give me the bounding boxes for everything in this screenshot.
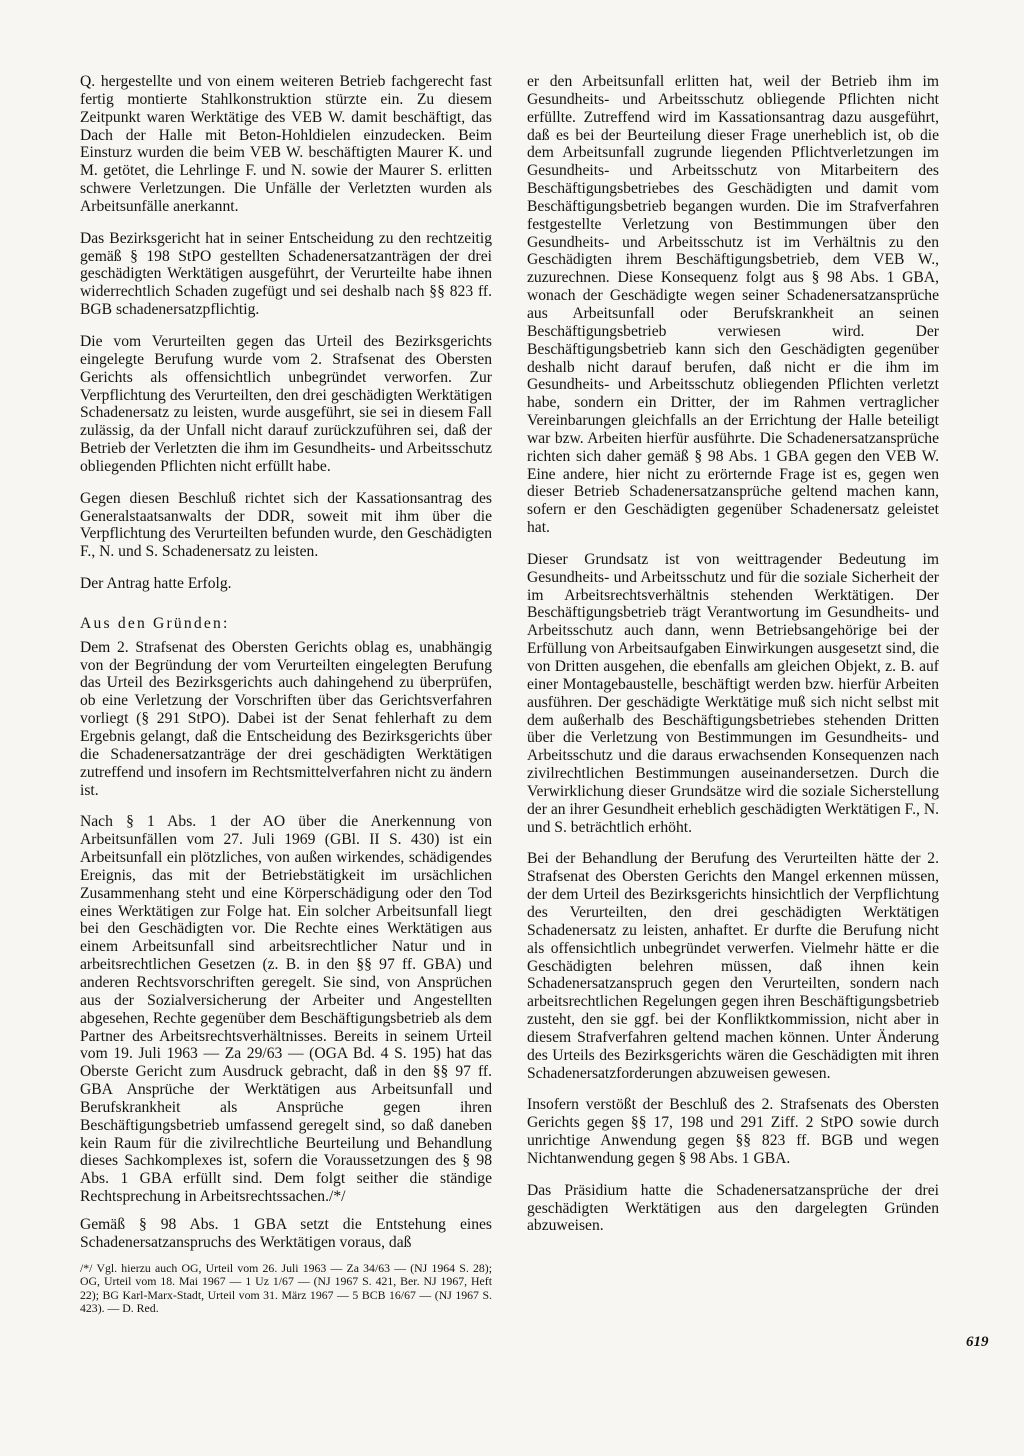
- footnote: /*/ Vgl. hierzu auch OG, Urteil vom 26. Juli 1963 — Za 34/63 — (NJ 1964 S. 28); OG, Urteil vom 18. Mai 1967 — 1 Uz 1/67 — (NJ 1967 S. 421, Ber. NJ 1967, Heft 22); BG Karl-Marx-Stadt, Urteil vom 31. März 1967 — 5 BCB 16/67 — (NJ 1967 S. 423). — D. Red.: [80, 1260, 492, 1316]
- right-column: [527, 73, 939, 1249]
- left-column: [80, 73, 492, 1316]
- paragraph-principle: Dieser Grundsatz ist von weittragender Bedeutung im Gesundheits- und Arbeitsschutz und für die soziale Sicherheit der im Arbeitsrechtsverhältnis stehenden Werktätigen. Der Beschäftigungsbetrieb trägt Verantwortung im Gesundheits- und Arbeitsschutz auch dann, wenn Betriebsangehörige bei der Erfüllung von Arbeitsaufgaben Einwirkungen ausgesetzt sind, die von Dritten ausgehen, die ebenfalls am gleichen Objekt, z. B. auf einer Montagebaustelle, beschäftigt werden bzw. hierfür Arbeiten ausführen. Der geschädigte Werktätige muß sich nicht selbst mit dem außerhalb des Beschäftigungsbetriebes stehenden Dritten über die Verletzung von Bestimmungen im Gesundheits- und Arbeitsschutz und die daraus erwachsenden Konsequenzen nach zivilrechtlichen Bestimmungen auseinandersetzen. Durch die Verwirklichung dieser Grundsätze wird die soziale Sicherstellung der an ihrer Gesundheit erheblich geschädigten Werktätigen F., N. und S. beträchtlich erhöht.: [527, 550, 939, 836]
- paragraph-result: Der Antrag hatte Erfolg.: [80, 575, 232, 593]
- page-number: 619: [966, 1334, 989, 1350]
- paragraph-appeal-handling: Bei der Behandlung der Berufung des Verurteilten hätte der 2. Strafsenat des Obersten Gerichts den Mangel erkennen müssen, der dem Urteil des Bezirksgerichts hinsichtlich der Verpflichtung des Verurteilten, den drei geschädigten Werktätigen Schadenersatz zu leisten, anhaftet. Er durfte die Berufung nicht als offensichtlich unbegründet verwerfen. Vielmehr hätte er die Geschädigten belehren müssen, daß ihnen kein Schadenersatzanspruch gegen den Verurteilten, sondern nach arbeitsrechtlichen Regelungen gegen ihren Beschäftigungsbetrieb zusteht, den sie ggf. bei der Konfliktkommission, nicht aber in diesem Strafverfahren geltend machen können. Unter Änderung des Urteils des Bezirksgerichts wären die Geschädigten mit ihren Schadenersatzforderungen abzuweisen gewesen.: [527, 850, 939, 1082]
- paragraph-presidium: Das Präsidium hatte die Schadenersatzansprüche der drei geschädigten Werktätigen aus den dargelegten Gründen abzuweisen.: [527, 1181, 939, 1235]
- paragraph-continuation: er den Arbeitsunfall erlitten hat, weil der Betrieb ihm im Gesundheits- und Arbeitsschutz obliegende Pflichten nicht erfüllte. Zutreffend wird im Kassationsantrag dazu ausgeführt, daß es bei der Beurteilung dieser Frage unerheblich ist, ob die dem Arbeitsunfall zugrunde liegenden Pflichtverletzungen im Gesundheits- und Arbeitsschutz von Mitarbeitern des Beschäftigungsbetriebes des Geschädigten und damit vom Beschäftigungsbetrieb begangen wurden. Die im Strafverfahren festgestellte Verletzung von Bestimmungen über den Gesundheits- und Arbeitsschutz ist im Verhältnis zu den Geschädigten ihrem Beschäftigungsbetrieb, dem VEB W., zuzurechnen. Diese Konsequenz folgt aus § 98 Abs. 1 GBA, wonach der Geschädigte wegen seiner Schadenersatzansprüche aus Arbeitsunfall oder Berufskrankheit an seinen Beschäftigungsbetrieb verwiesen wird. Der Beschäftigungsbetrieb kann sich den Geschädigten gegenüber deshalb nicht darauf berufen, daß nicht er die ihm im Gesundheits- und Arbeitsschutz obliegenden Pflichten verletzt habe, sondern ein Dritter, der im Rahmen vertraglicher Vereinbarungen gleichfalls an der Errichtung der Halle beteiligt war bzw. Arbeiten hierfür ausführte. Die Schadenersatzansprüche richten sich daher gemäß § 98 Abs. 1 GBA gegen den VEB W. Eine andere, hier nicht zu erörternde Frage ist es, gegen wen dieser Betrieb Schadenersatzansprüche geltend machen kann, sofern er den Geschädigten gegenüber Schadenersatz geleistet hat.: [527, 73, 939, 537]
- paragraph-reasons-1: Dem 2. Strafsenat des Obersten Gerichts oblag es, unabhängig von der Begründung der vom Verurteilten eingelegten Berufung das Urteil des Bezirksgerichts auch dahingehend zu überprüfen, ob eine Verletzung der Vorschriften über das Gerichtsverfahren vorliegt (§ 291 StPO). Dabei ist der Senat fehlerhaft zu dem Ergebnis gelangt, daß die Entscheidung des Bezirksgerichts über die Schadenersatzanträge der drei geschädigten Werktätigen zutreffend und insofern im Rechtsmittelverfahren nicht zu ändern ist.: [80, 638, 492, 799]
- paragraph-cassation-motion: Gegen diesen Beschluß richtet sich der Kassationsantrag des Generalstaatsanwalts der DDR, soweit mit ihm über die Verpflichtung des Verurteilten befunden wurde, den Geschädigten F., N. und S. Schadenersatz zu leisten.: [80, 489, 492, 561]
- paragraph-appeal: Die vom Verurteilten gegen das Urteil des Bezirksgerichts eingelegte Berufung wurde vom 2. Strafsenat des Obersten Gerichts als offensichtlich unbegründet verworfen. Zur Verpflichtung des Verurteilten, den drei geschädigten Werktätigen Schadenersatz zu leisten, wurde ausgeführt, sie sei in diesem Fall zulässig, da der Unfall nicht darauf zurückzuführen sei, daß der Betrieb der Verletzten die ihm im Gesundheits- und Arbeitsschutz obliegenden Pflichten nicht erfüllt habe.: [80, 332, 492, 475]
- section-heading: Aus den Gründen:: [80, 614, 230, 632]
- paragraph-district-court: Das Bezirksgericht hat in seiner Entscheidung zu den rechtzeitig gemäß § 198 StPO gestellten Schadenersatzanträgen der drei geschädigten Werktätigen ausgeführt, der Verurteilte habe ihnen widerrechtlich Schaden zugefügt und sei deshalb nach §§ 823 ff. BGB schadenersatzpflichtig.: [80, 229, 492, 319]
- paragraph-violation: Insofern verstößt der Beschluß des 2. Strafsenats des Obersten Gerichts gegen §§ 17, 198 und 291 Ziff. 2 StPO sowie durch unrichtige Anwendung gegen §§ 823 ff. BGB und wegen Nichtanwendung gegen § 98 Abs. 1 GBA.: [527, 1096, 939, 1167]
- paragraph-reasons-3: Gemäß § 98 Abs. 1 GBA setzt die Entstehung eines Schadenersatzanspruchs des Werktätigen voraus, daß: [80, 1215, 492, 1251]
- paragraph-facts: Q. hergestellte und von einem weiteren Betrieb fachgerecht fast fertig montierte Stahlkonstruktion stürzte ein. Zu diesem Zeitpunkt waren Werktätige des VEB W. damit beschäftigt, das Dach der Halle mit Beton-Hohldielen einzudecken. Beim Einsturz wurden die beim VEB W. beschäftigten Maurer K. und M. getötet, die Lehrlinge F. und N. sowie der Maurer S. erlitten schwere Verletzungen. Die Unfälle der Verletzten wurden als Arbeitsunfälle anerkannt.: [80, 73, 492, 215]
- paragraph-reasons-2: Nach § 1 Abs. 1 der AO über die Anerkennung von Arbeitsunfällen vom 27. Juli 1969 (GBl. II S. 430) ist ein Arbeitsunfall ein plötzliches, von außen wirkendes, schädigendes Ereignis, das mit der Betriebstätigkeit im ursächlichen Zusammenhang steht und eine Körperschädigung oder den Tod eines Werktätigen zur Folge hat. Ein solcher Arbeitsunfall liegt bei den Geschädigten vor. Die Rechte eines Werktätigen aus einem Arbeitsunfall sind arbeitsrechtlicher Natur und in arbeitsrechtlichen Gesetzen (z. B. in den §§ 97 ff. GBA) und anderen Rechtsvorschriften geregelt. Sie sind, von Ansprüchen aus der Sozialversicherung der Arbeiter und Angestellten abgesehen, Rechte gegenüber dem Beschäftigungsbetrieb als dem Partner des Arbeitsrechtsverhältnisses. Bereits in seinem Urteil vom 19. Juli 1963 — Za 29/63 — (OGA Bd. 4 S. 195) hat das Oberste Gericht zum Ausdruck gebracht, daß in den §§ 97 ff. GBA Ansprüche der Werktätigen aus Arbeitsunfall und Berufskrankheit als Ansprüche gegen ihren Beschäftigungsbetrieb umfassend geregelt sind, so daß daneben kein Raum für die zivilrechtliche Beurteilung und Behandlung dieses Sachkomplexes ist, sofern die Voraussetzungen des § 98 Abs. 1 GBA erfüllt sind. Dem folgt seither die ständige Rechtsprechung in Arbeitsrechtssachen./*/: [80, 813, 492, 1206]
